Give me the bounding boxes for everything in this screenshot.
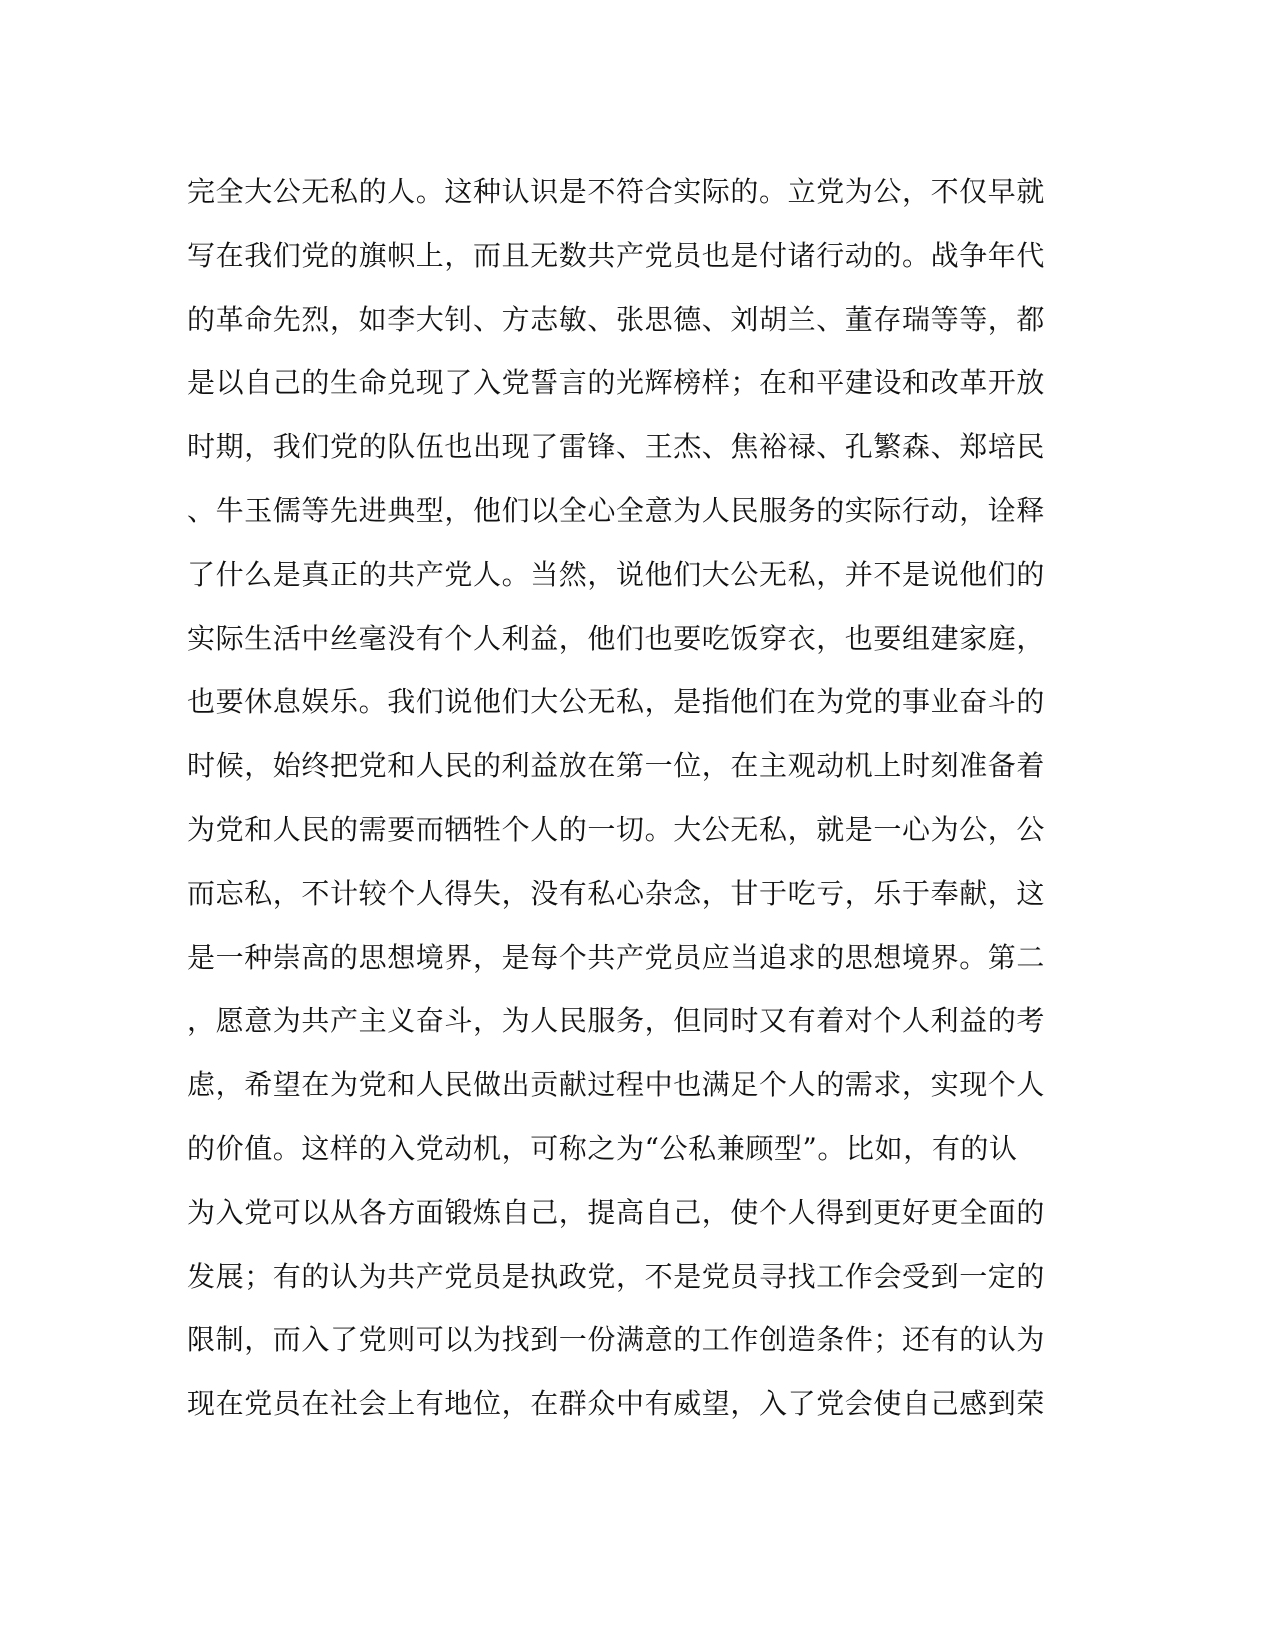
text-line: 时候，始终把党和人民的利益放在第一位，在主观动机上时刻准备着 bbox=[187, 749, 1046, 783]
text-line: 为党和人民的需要而牺牲个人的一切。大公无私，就是一心为公，公 bbox=[187, 812, 1046, 846]
text-line: 、牛玉儒等先进典型，他们以全心全意为人民服务的实际行动，诠释 bbox=[187, 493, 1046, 527]
text-line: 也要休息娱乐。我们说他们大公无私，是指他们在为党的事业奋斗的 bbox=[187, 685, 1046, 719]
text-line: 的革命先烈，如李大钊、方志敏、张思德、刘胡兰、董存瑞等等，都 bbox=[187, 302, 1046, 336]
text-line: 的价值。这样的入党动机，可称之为“公私兼顾型”。比如，有的认 bbox=[187, 1131, 1018, 1165]
body-text bbox=[187, 160, 1047, 1436]
text-line: ，愿意为共产主义奋斗，为人民服务，但同时又有着对个人利益的考 bbox=[187, 1004, 1046, 1038]
text-line: 实际生活中丝毫没有个人利益，他们也要吃饭穿衣，也要组建家庭， bbox=[187, 621, 1046, 655]
text-line: 时期，我们党的队伍也出现了雷锋、王杰、焦裕禄、孔繁森、郑培民 bbox=[187, 430, 1046, 464]
text-line: 写在我们党的旗帜上，而且无数共产党员也是付诸行动的。战争年代 bbox=[187, 238, 1046, 272]
text-line: 是以自己的生命兑现了入党誓言的光辉榜样；在和平建设和改革开放 bbox=[187, 366, 1046, 400]
text-line: 现在党员在社会上有地位，在群众中有威望，入了党会使自己感到荣 bbox=[187, 1387, 1046, 1421]
text-line: 发展；有的认为共产党员是执政党，不是党员寻找工作会受到一定的 bbox=[187, 1259, 1046, 1293]
text-line: 是一种崇高的思想境界，是每个共产党员应当追求的思想境界。第二 bbox=[187, 940, 1046, 974]
text-line: 虑，希望在为党和人民做出贡献过程中也满足个人的需求，实现个人 bbox=[187, 1068, 1046, 1102]
text-line: 限制，而入了党则可以为找到一份满意的工作创造条件；还有的认为 bbox=[187, 1323, 1046, 1357]
text-line: 完全大公无私的人。这种认识是不符合实际的。立党为公，不仅早就 bbox=[187, 175, 1046, 208]
text-line: 而忘私，不计较个人得失，没有私心杂念，甘于吃亏，乐于奉献，这 bbox=[187, 876, 1046, 910]
text-line: 为入党可以从各方面锻炼自己，提高自己，使个人得到更好更全面的 bbox=[187, 1195, 1046, 1229]
text-line: 了什么是真正的共产党人。当然，说他们大公无私，并不是说他们的 bbox=[187, 557, 1046, 591]
